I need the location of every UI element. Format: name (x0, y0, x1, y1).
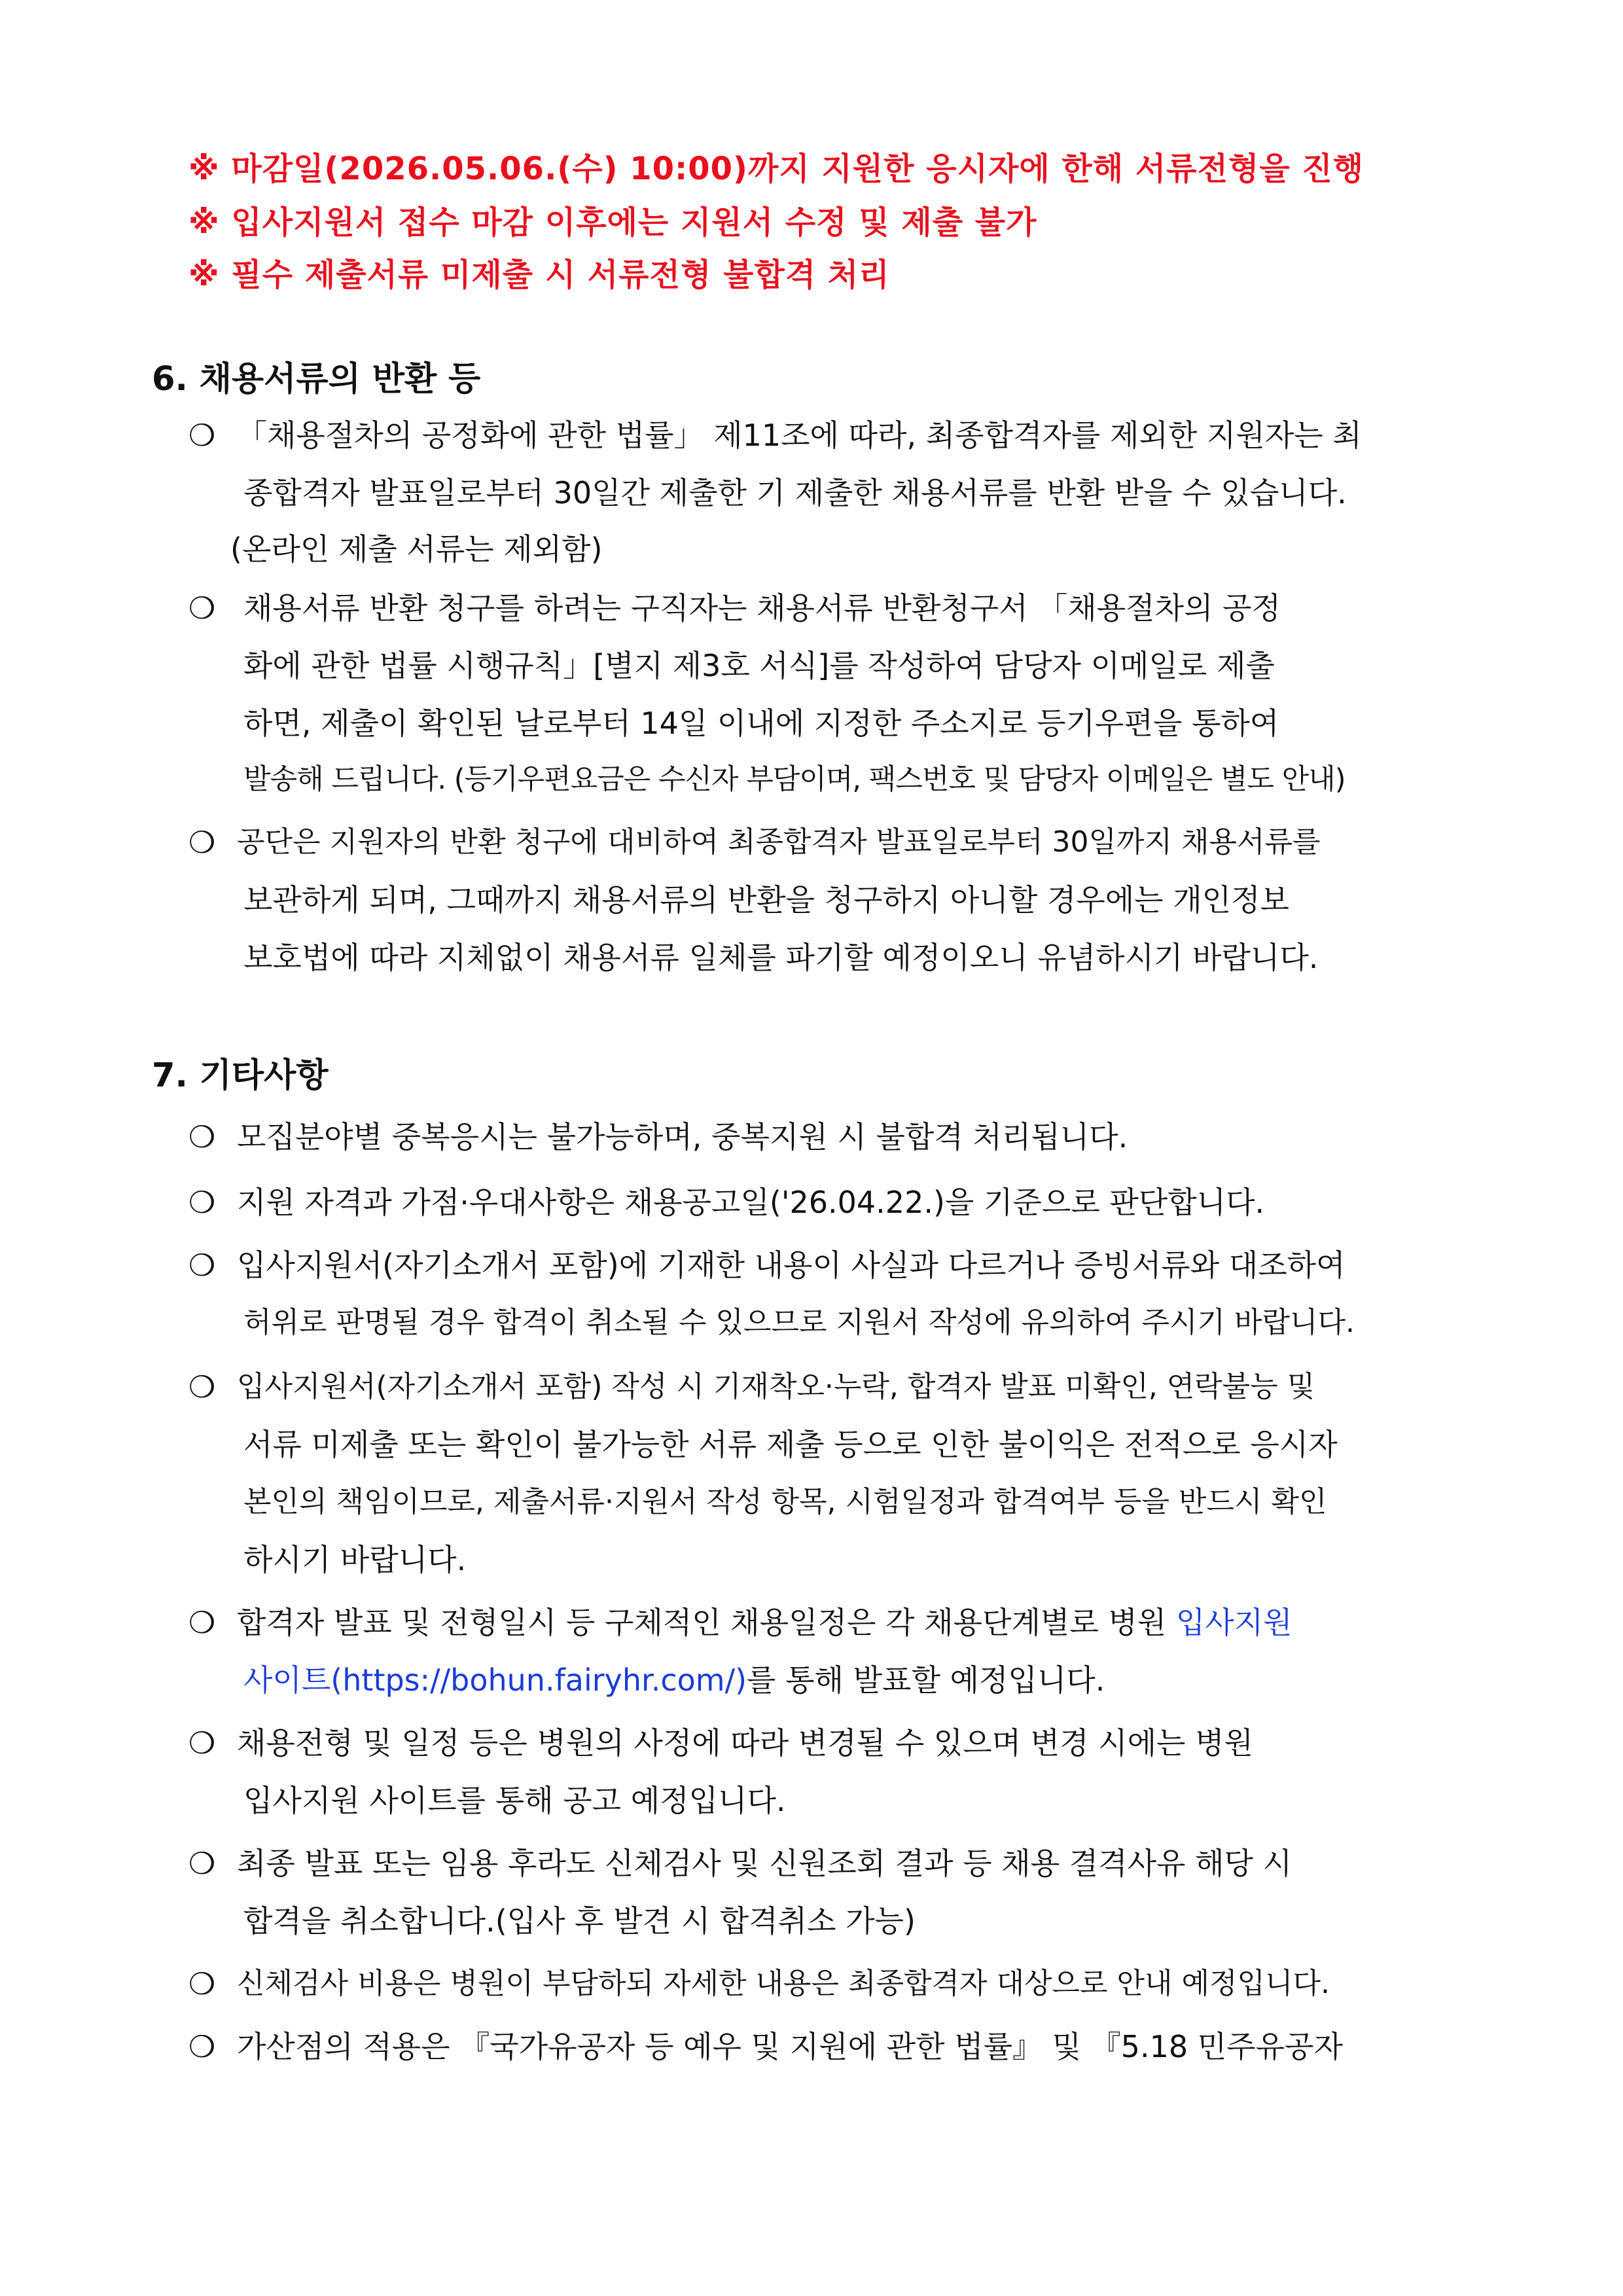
s6-item2-line3: 하면, 제출이 확인된 날로부터 14일 이내에 지정한 주소지로 등기우편을 통하여 (243, 706, 1279, 741)
s7-item7-line2: 합격을 취소합니다.(입사 후 발견 시 합격취소 가능) (243, 1903, 916, 1939)
bullet-icon: ❍ (188, 1247, 216, 1283)
s7-item9-line1: 가산점의 적용은 『국가유공자 등 예우 및 지원에 관한 법률』 및 『5.18 민주유공자 (237, 2029, 1343, 2064)
apply-site-url-link[interactable]: 사이트(https://bohun.fairyhr.com/) (243, 1662, 747, 1698)
s7-item6-line1: 채용전형 및 일정 등은 병원의 사정에 따라 변경될 수 있으며 변경 시에는 병원 (237, 1725, 1253, 1761)
s7-item5-text1: 합격자 발표 및 전형일시 등 구체적인 채용일정은 각 채용단계별로 병원 (237, 1605, 1176, 1640)
s7-item5-line1 (237, 1602, 1293, 1643)
s6-item3-line1: 공단은 지원자의 반환 청구에 대비하여 최종합격자 발표일로부터 30일까지 채용서류를 (237, 825, 1321, 859)
s6-item3-line2: 보관하게 되며, 그때까지 채용서류의 반환을 청구하지 아니할 경우에는 개인정보 (243, 882, 1289, 918)
apply-site-link[interactable]: 입사지원 (1175, 1605, 1293, 1640)
s6-item1-line3: (온라인 제출 서류는 제외함) (230, 531, 603, 567)
bullet-icon: ❍ (188, 1369, 216, 1405)
s7-item2-line1: 지원 자격과 가점·우대사항은 채용공고일('26.04.22.)을 기준으로 판단합니다. (237, 1185, 1265, 1220)
s7-item4-line4: 하시기 바랍니다. (243, 1542, 467, 1577)
bullet-icon: ❍ (188, 1605, 216, 1640)
bullet-icon: ❍ (188, 418, 216, 453)
bullet-icon: ❍ (188, 1119, 216, 1155)
bullet-icon: ❍ (188, 1725, 216, 1761)
s7-item7-line1: 최종 발표 또는 임용 후라도 신체검사 및 신원조회 결과 등 채용 결격사유 해당 시 (237, 1846, 1293, 1881)
section-7-heading: 7. 기타사항 (152, 1056, 329, 1095)
s6-item2-line4: 발송해 드립니다. (등기우편요금은 수신자 부담이며, 팩스번호 및 담당자 이메일은 별도 안내) (243, 763, 1346, 796)
s7-item3-line2: 허위로 판명될 경우 합격이 취소될 수 있으므로 지원서 작성에 유의하여 주시기 바랍니다. (243, 1306, 1355, 1339)
s7-item4-line1: 입사지원서(자기소개서 포함) 작성 시 기재착오·누락, 합격자 발표 미확인, 연락불능 및 (237, 1370, 1315, 1403)
bullet-icon: ❍ (188, 1966, 216, 2001)
s6-item2-line1: 채용서류 반환 청구를 하려는 구직자는 채용서류 반환청구서 「채용절차의 공정 (243, 590, 1281, 626)
notice-missing-docs: ※ 필수 제출서류 미제출 시 서류전형 불합격 처리 (188, 257, 890, 293)
s7-item5-line2 (243, 1660, 1105, 1700)
bullet-icon: ❍ (188, 1185, 216, 1220)
s7-item3-line1: 입사지원서(자기소개서 포함)에 기재한 내용이 사실과 다르거나 증빙서류와 대조하여 (237, 1247, 1346, 1283)
notice-no-edit: ※ 입사지원서 접수 마감 이후에는 지원서 수정 및 제출 불가 (188, 204, 1037, 241)
bullet-icon: ❍ (188, 590, 216, 626)
s7-item6-line2: 입사지원 사이트를 통해 공고 예정입니다. (243, 1783, 786, 1818)
s6-item1-line2: 종합격자 발표일로부터 30일간 제출한 기 제출한 채용서류를 반환 받을 수 있습니다. (243, 475, 1347, 511)
notice-deadline: ※ 마감일(2026.05.06.(수) 10:00)까지 지원한 응시자에 한해 서류전형을 진행 (188, 151, 1364, 187)
bullet-icon: ❍ (188, 2029, 216, 2064)
s7-item1-line1: 모집분야별 중복응시는 불가능하며, 중복지원 시 불합격 처리됩니다. (237, 1119, 1128, 1155)
s7-item4-line3: 본인의 책임이므로, 제출서류·지원서 작성 항목, 시험일정과 합격여부 등을 반드시 확인 (243, 1485, 1327, 1518)
s6-item2-line2: 화에 관한 법률 시행규칙」[별지 제3호 서식]를 작성하여 담당자 이메일로 제출 (243, 648, 1275, 683)
bullet-icon: ❍ (188, 825, 216, 860)
s7-item8-line1: 신체검사 비용은 병원이 부담하되 자세한 내용은 최종합격자 대상으로 안내 예정입니다. (237, 1967, 1330, 2000)
section-6-heading: 6. 채용서류의 반환 등 (152, 360, 481, 399)
s6-item3-line3: 보호법에 따라 지체없이 채용서류 일체를 파기할 예정이오니 유념하시기 바랍니다. (243, 940, 1319, 975)
s6-item1-line1: 「채용절차의 공정화에 관한 법률」 제11조에 따라, 최종합격자를 제외한 지원자는 최 (237, 418, 1362, 453)
s7-item5-text2: 를 통해 발표할 예정입니다. (747, 1662, 1105, 1698)
s7-item4-line2: 서류 미제출 또는 확인이 불가능한 서류 제출 등으로 인한 불이익은 전적으로 응시자 (243, 1427, 1338, 1462)
bullet-icon: ❍ (188, 1846, 216, 1881)
